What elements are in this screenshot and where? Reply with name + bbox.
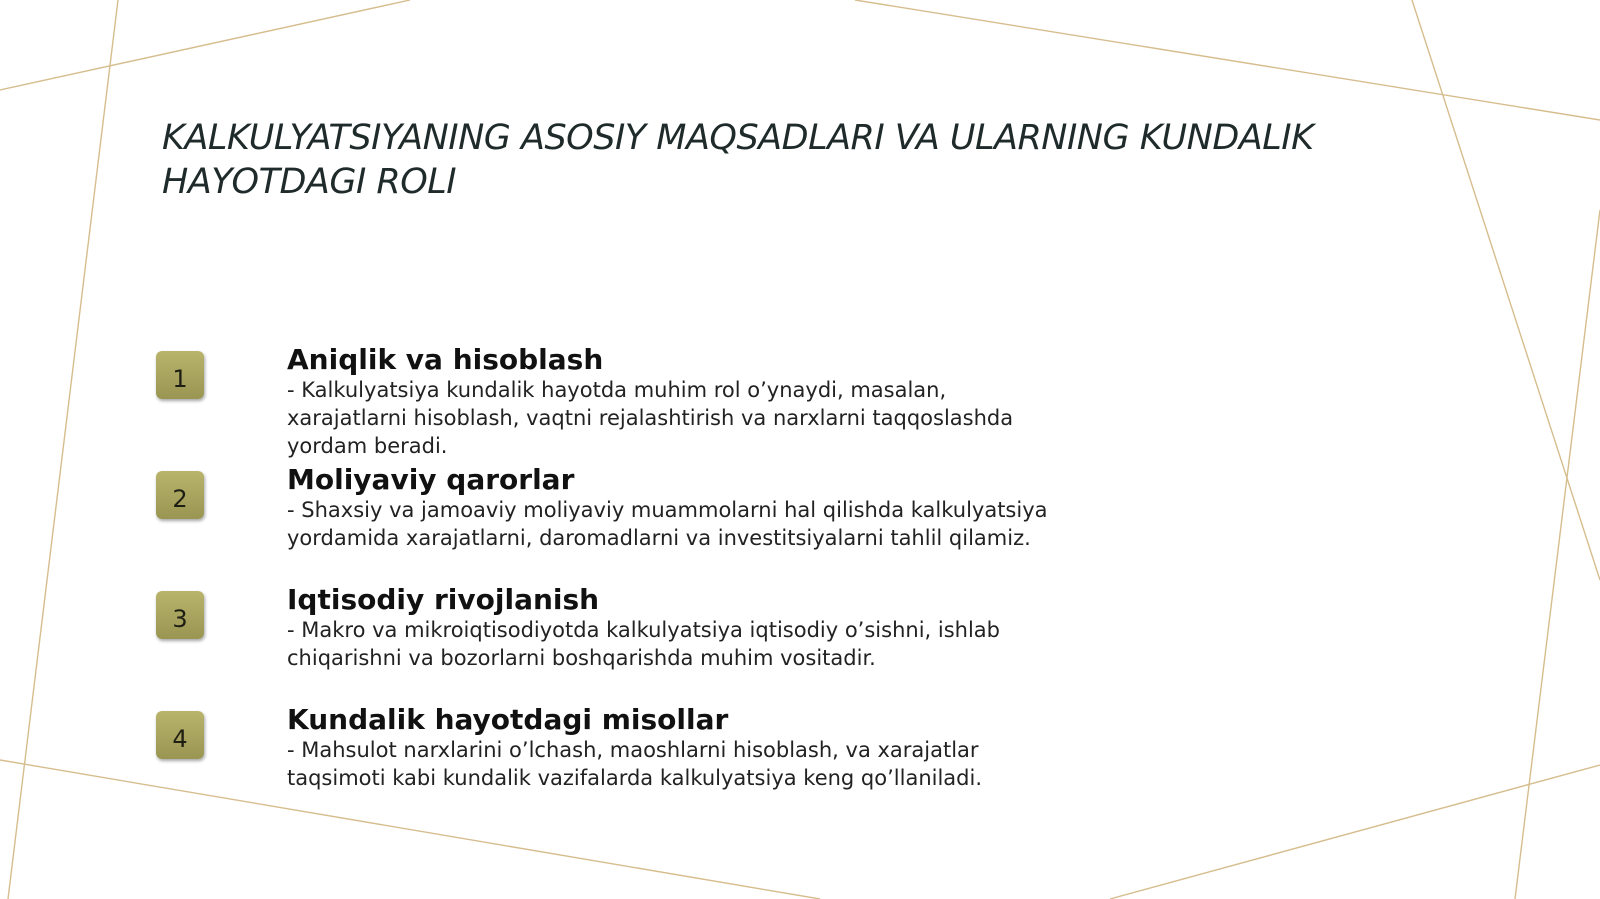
item-heading: Aniqlik va hisoblash [287,343,604,376]
number-badge: 2 [156,471,204,519]
item-description: - Kalkulyatsiya kundalik hayotda muhim rol o’ynaydi, masalan, xarajatlarni hisoblash, vaqtni rejalashtirish va narxlarni taqqoslashda yordam beradi. [287,378,1014,458]
deco-line [855,0,1600,120]
deco-line [1110,765,1600,899]
item-description: - Mahsulot narxlarini o’lchash, maoshlarni hisoblash, va xarajatlar taqsimoti kabi kundalik vazifalarda kalkulyatsiya keng qo’llaniladi. [287,738,983,790]
number-badge: 3 [156,591,204,639]
deco-line [1515,210,1600,899]
slide-title: KALKULYATSIYANING ASOSIY MAQSADLARI VA ULARNING KUNDALIK HAYOTDAGI ROLI [162,118,1314,202]
deco-line [0,0,410,90]
item-heading: Iqtisodiy rivojlanish [287,583,600,616]
number-badge: 4 [156,711,204,759]
item-description: - Makro va mikroiqtisodiyotda kalkulyatsiya iqtisodiy o’sishni, ishlab chiqarishni va bozorlarni boshqarishda muhim vositadir. [287,618,1000,670]
deco-line [1412,0,1600,580]
item-heading: Kundalik hayotdagi misollar [287,703,729,736]
number-badge: 1 [156,351,204,399]
item-heading: Moliyaviy qarorlar [287,463,575,496]
item-description: - Shaxsiy va jamoaviy moliyaviy muammolarni hal qilishda kalkulyatsiya yordamida xarajatlarni, daromadlarni va investitsiyalarni tahlil qilamiz. [287,498,1048,550]
